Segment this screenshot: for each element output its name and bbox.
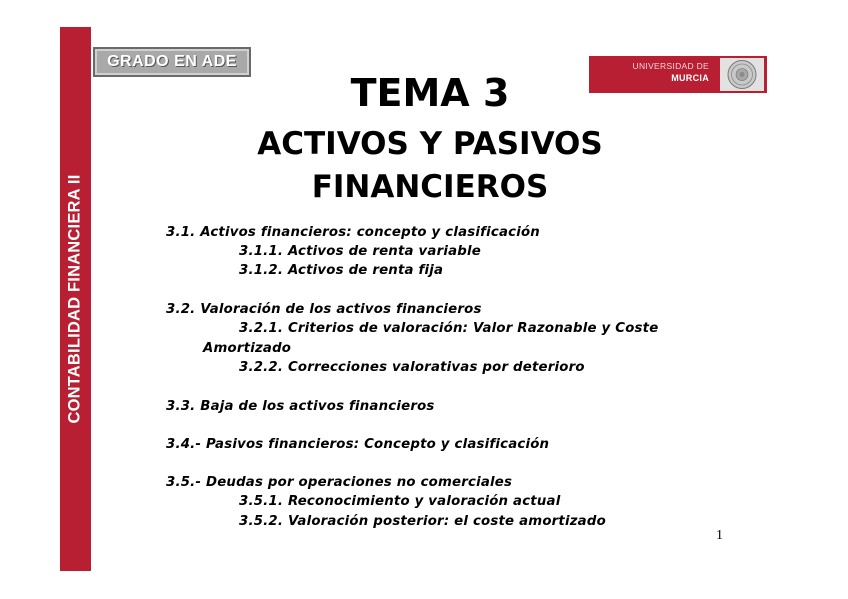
- toc-item-3-5: 3.5.- Deudas por operaciones no comerciales: [166, 475, 513, 490]
- toc-item-3-5-2: 3.5.2. Valoración posterior: el coste amortizado: [239, 514, 606, 529]
- university-seal-icon: [720, 58, 764, 91]
- sidebar-label: CONTABILIDAD FINANCIERA II: [65, 174, 84, 424]
- grado-badge-inner: [97, 51, 247, 73]
- toc-item-3-2-1-cont: Amortizado: [203, 341, 292, 356]
- toc-item-3-1: 3.1. Activos financieros: concepto y clasificación: [166, 225, 540, 240]
- toc-item-3-2-1: 3.2.1. Criterios de valoración: Valor Razonable y Coste: [239, 321, 659, 336]
- logo-line1: UNIVERSIDAD DE: [632, 61, 709, 71]
- toc-item-3-1-2: 3.1.2. Activos de renta fija: [239, 263, 444, 278]
- grado-badge-label: GRADO EN ADE: [107, 53, 237, 70]
- title-line1: ACTIVOS Y PASIVOS: [257, 126, 603, 162]
- toc-item-3-1-1: 3.1.1. Activos de renta variable: [239, 244, 481, 259]
- page-number: 1: [716, 528, 723, 543]
- toc-item-3-3: 3.3. Baja de los activos financieros: [166, 399, 435, 414]
- toc-item-3-2-2: 3.2.2. Correcciones valorativas por deterioro: [239, 360, 585, 375]
- tema-title: TEMA 3: [350, 71, 510, 115]
- toc-item-3-2: 3.2. Valoración de los activos financieros: [166, 302, 482, 317]
- toc-item-3-4: 3.4.- Pasivos financieros: Concepto y clasificación: [166, 437, 550, 452]
- toc-item-3-5-1: 3.5.1. Reconocimiento y valoración actual: [239, 494, 561, 509]
- logo-line2: MURCIA: [671, 73, 709, 83]
- title-line2: FINANCIEROS: [311, 169, 549, 205]
- grado-badge: [93, 47, 251, 77]
